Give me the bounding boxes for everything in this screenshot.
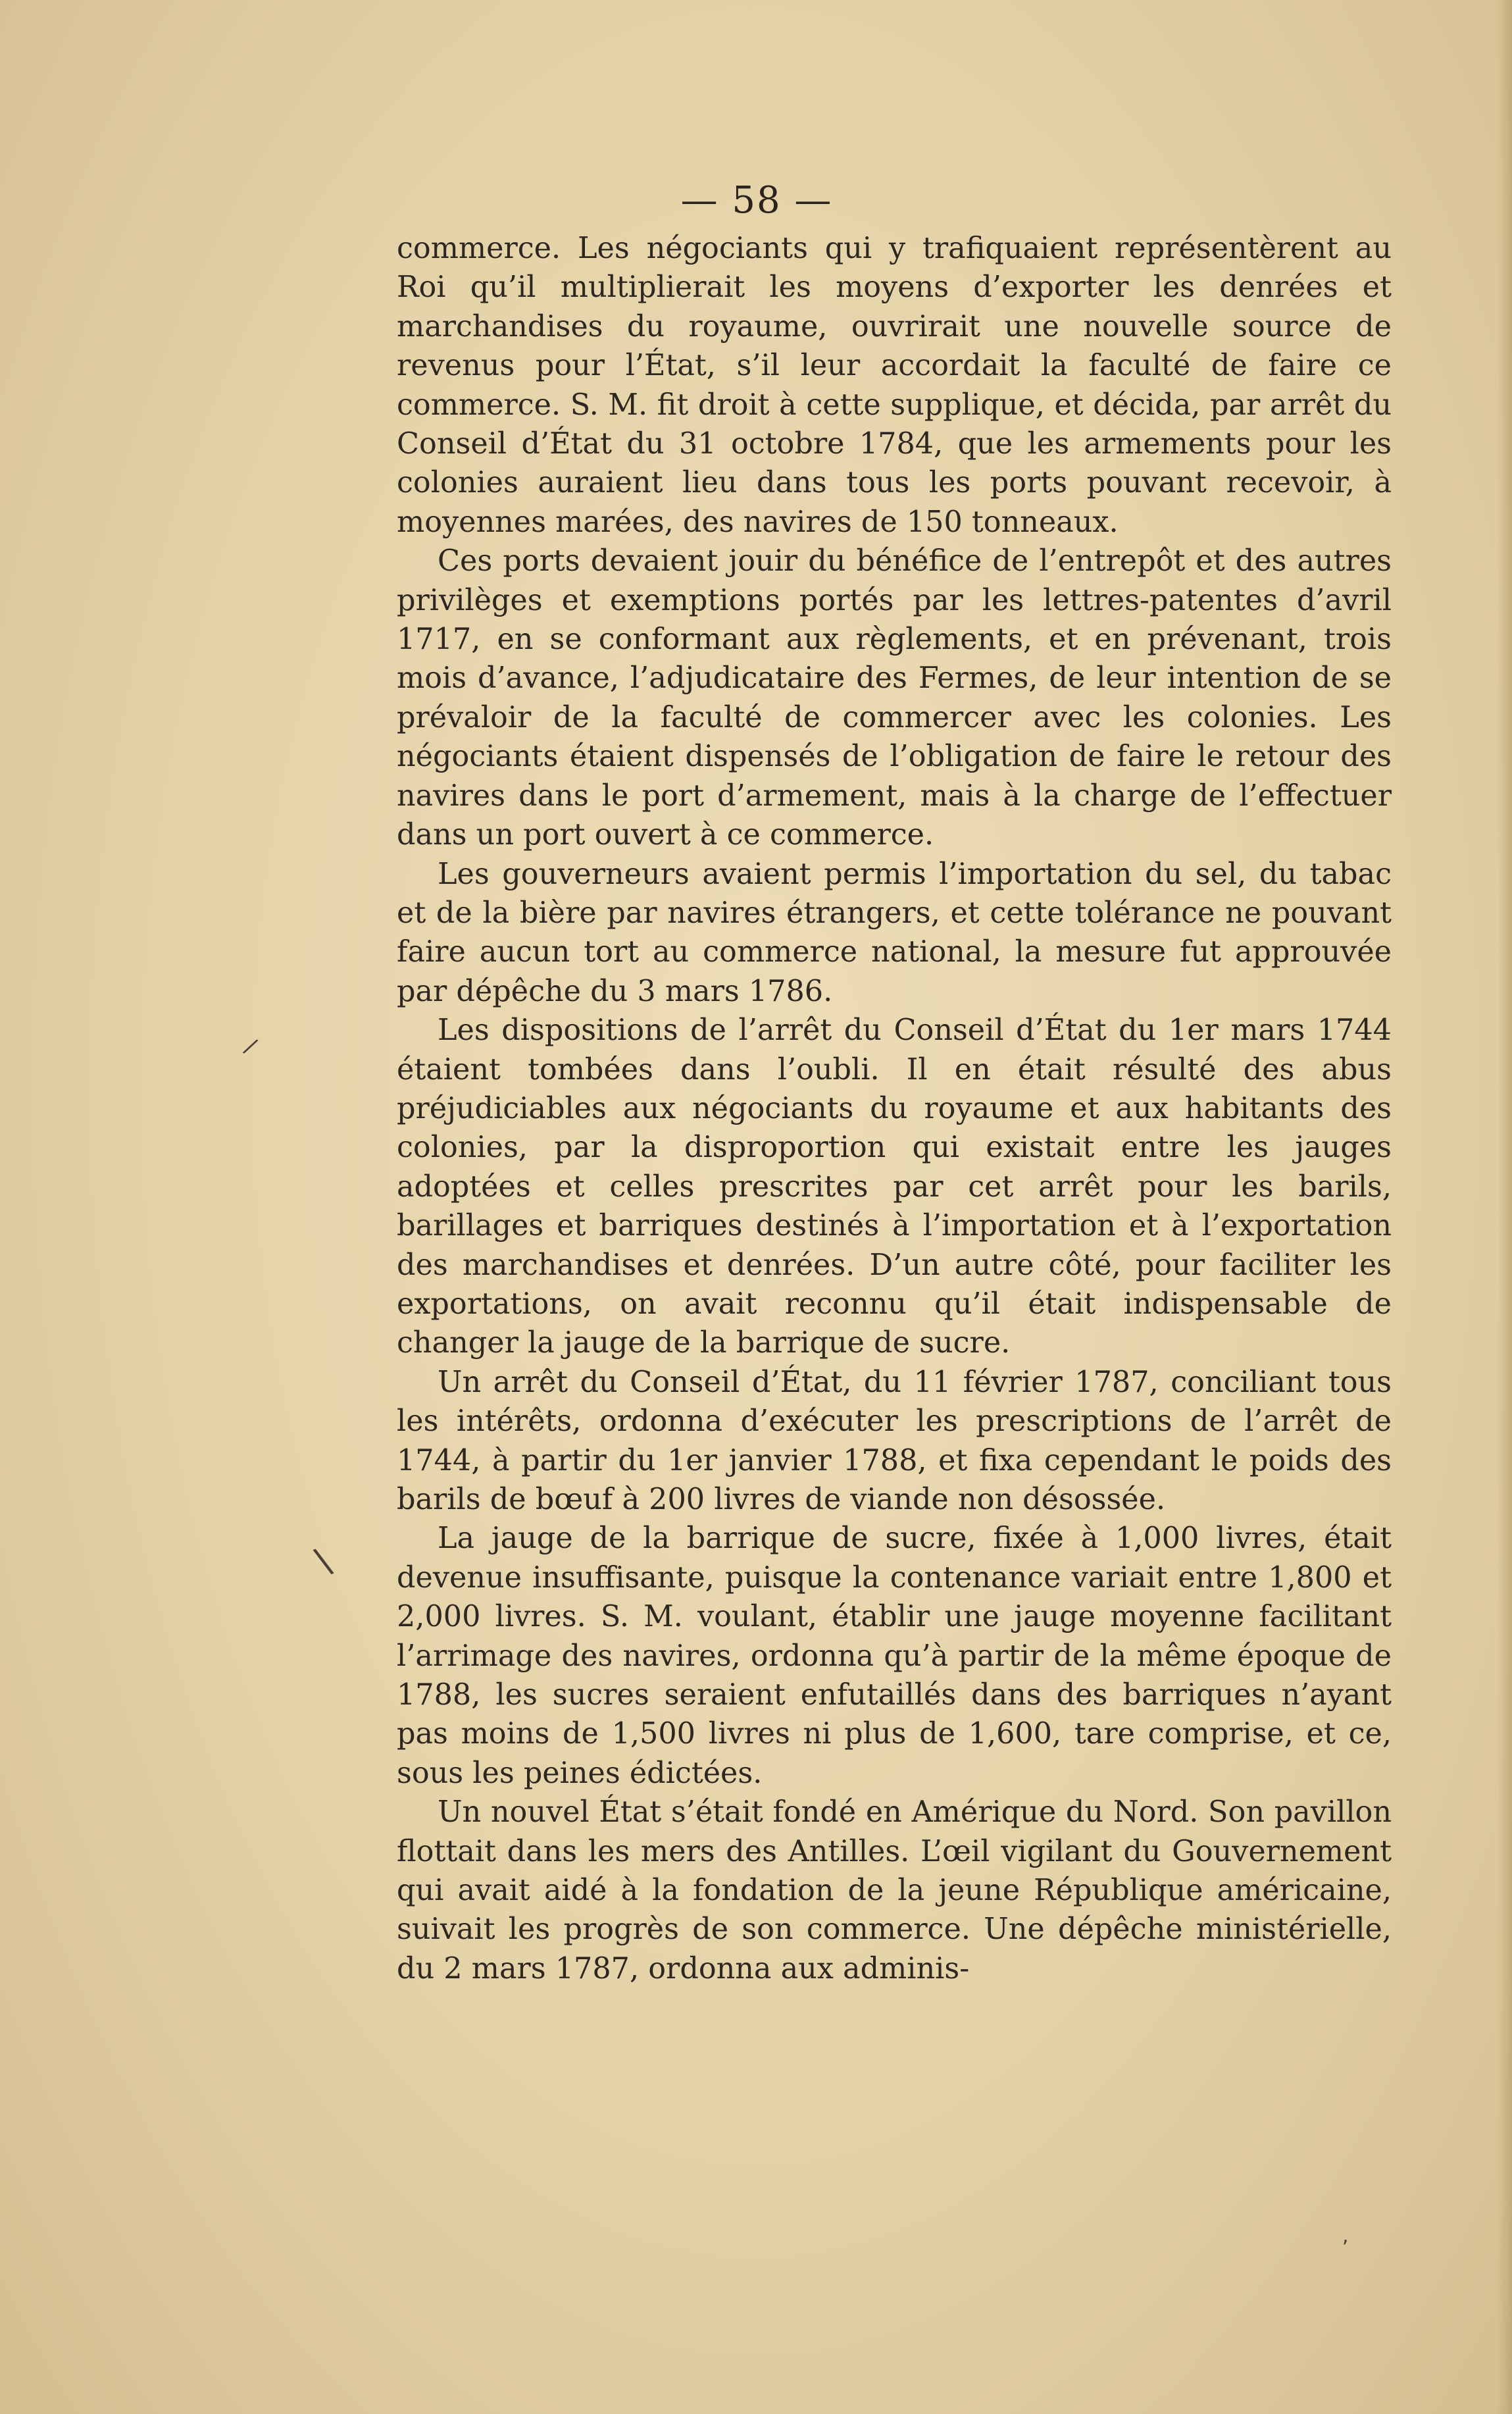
page-number: — 58 — xyxy=(680,179,833,222)
paragraph: La jauge de la barrique de sucre, fixée à 1,000 livres, était devenue insuffisante, puisque la contenance variait entre 1,800 et 2,000 livres. S. M. voulant, établir une jauge moyenne facilitant l’arrimage des navires, ordonna qu’à partir de la même époque de 1788, les sucres seraient enfutaillés dans des barriques n’ayant pas moins de 1,500 livres ni plus de 1,600, tare comprise, et ce, sous les peines édictées. xyxy=(397,1522,1392,1790)
body-text xyxy=(397,229,1392,1988)
paragraph: Les dispositions de l’arrêt du Conseil d’État du 1er mars 1744 étaient tombées dans l’oubli. Il en était résulté des abus préjudiciables aux négociants du royaume et aux habitants des colonies, par la disproportion qui existait entre les jauges adoptées et celles prescrites par cet arrêt pour les barils, barillages et barriques destinés à l’importation et à l’exportation des marchandises et denrées. D’un autre côté, pour faciliter les exportations, on avait reconnu qu’il était indispensable de changer la jauge de la barrique de sucre. xyxy=(397,1014,1392,1360)
paragraph: commerce. Les négociants qui y trafiquaient représentèrent au Roi qu’il multiplierait les moyens d’exporter les denrées et marchandises du royaume, ouvrirait une nouvelle source de revenus pour l’État, s’il leur accordait la faculté de faire ce commerce. S. M. fit droit à cette supplique, et décida, par arrêt du Conseil d’État du 31 octobre 1784, que les armements pour les colonies auraient lieu dans tous les ports pouvant recevoir, à moyennes marées, des navires de 150 tonneaux. xyxy=(397,232,1392,539)
margin-mark: , xyxy=(1342,2224,1349,2247)
paragraph: Ces ports devaient jouir du bénéfice de l’entrepôt et des autres privilèges et exemptions portés par les lettres-patentes d’avril 1717, en se conformant aux règlements, et en prévenant, trois mois d’avance, l’adjudicataire des Fermes, de leur intention de se prévaloir de la faculté de commercer avec les colonies. Les négociants étaient dispensés de l’obligation de faire le retour des navires dans le port d’armement, mais à la charge de l’effectuer dans un port ouvert à ce commerce. xyxy=(397,544,1392,852)
paragraph: Un arrêt du Conseil d’État, du 11 février 1787, conciliant tous les intérêts, ordonna d’exécuter les prescriptions de l’arrêt de 1744, à partir du 1er janvier 1788, et fixa cependant le poids des barils de bœuf à 200 livres de viande non désossée. xyxy=(397,1365,1392,1516)
margin-mark: / xyxy=(240,1033,261,1060)
paragraph: Les gouverneurs avaient permis l’importation du sel, du tabac et de la bière par navires étrangers, et cette tolérance ne pouvant faire aucun tort au commerce national, la mesure fut approuvée par dépêche du 3 mars 1786. xyxy=(397,857,1392,1008)
page-edge-shadow xyxy=(1498,0,1512,2414)
margin-mark: \ xyxy=(310,1539,336,1583)
paragraph: Un nouvel État s’était fondé en Amérique du Nord. Son pavillon flottait dans les mers des Antilles. L’œil vigilant du Gouvernement qui avait aidé à la fondation de la jeune République américaine, suivait les progrès de son commerce. Une dépêche ministérielle, du 2 mars 1787, ordonna aux adminis- xyxy=(397,1795,1392,1986)
